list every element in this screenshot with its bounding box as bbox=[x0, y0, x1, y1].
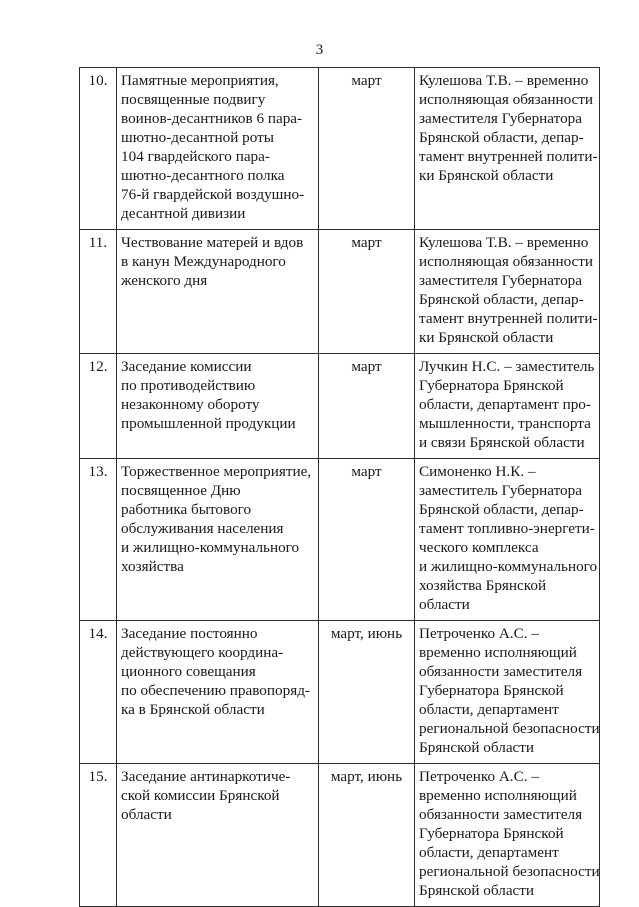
responsible bbox=[415, 230, 600, 354]
event-date: март bbox=[319, 68, 415, 230]
event-line: шютно-десантной роты bbox=[121, 129, 275, 146]
event-line: воинов-десантников 6 пара- bbox=[121, 110, 303, 127]
event-title bbox=[117, 354, 319, 459]
event-line: промышленной продукции bbox=[121, 415, 296, 432]
responsible-line: и связи Брянской области bbox=[419, 434, 585, 451]
event-date: март bbox=[319, 230, 415, 354]
responsible-line: тамент внутренней полити- bbox=[419, 148, 598, 165]
row-number: 14. bbox=[80, 621, 117, 764]
event-line: действующего координа- bbox=[121, 644, 284, 661]
page-number: 3 bbox=[315, 42, 324, 58]
responsible-line: области, департамент про- bbox=[419, 396, 591, 413]
event-line: Заседание комиссии bbox=[121, 358, 252, 375]
responsible-line: Губернатора Брянской bbox=[419, 377, 564, 394]
responsible bbox=[415, 68, 600, 230]
event-line: Памятные мероприятия, bbox=[121, 72, 279, 89]
event-line: посвященные подвигу bbox=[121, 91, 266, 108]
event-line: 76-й гвардейской воздушно- bbox=[121, 186, 305, 203]
event-title bbox=[117, 459, 319, 621]
event-line: десантной дивизии bbox=[121, 205, 246, 222]
table-row bbox=[80, 459, 600, 621]
responsible-line: Кулешова Т.В. – временно bbox=[419, 72, 589, 89]
responsible-line: обязанности заместителя bbox=[419, 806, 583, 823]
row-number: 12. bbox=[80, 354, 117, 459]
events-table bbox=[79, 67, 600, 907]
event-line: Чествование матерей и вдов bbox=[121, 234, 304, 251]
responsible-line: заместителя Губернатора bbox=[419, 272, 583, 289]
event-line: посвященное Дню bbox=[121, 482, 241, 499]
event-title bbox=[117, 621, 319, 764]
responsible-line: исполняющая обязанности bbox=[419, 91, 594, 108]
event-line: области bbox=[121, 806, 172, 823]
responsible-line: Брянской области, депар- bbox=[419, 501, 584, 518]
responsible-line: Губернатора Брянской bbox=[419, 682, 564, 699]
event-line: 104 гвардейского пара- bbox=[121, 148, 270, 165]
event-line: ской комиссии Брянской bbox=[121, 787, 280, 804]
event-date: март bbox=[319, 459, 415, 621]
responsible-line: Брянской области bbox=[419, 882, 535, 899]
responsible bbox=[415, 621, 600, 764]
event-line: работника бытового bbox=[121, 501, 252, 518]
row-number: 11. bbox=[80, 230, 117, 354]
responsible-line: Брянской области bbox=[419, 739, 535, 756]
table-row bbox=[80, 764, 600, 907]
event-line: по обеспечению правопоряд- bbox=[121, 682, 310, 699]
event-line: обслуживания населения bbox=[121, 520, 284, 537]
event-line: Торжественное мероприятие, bbox=[121, 463, 312, 480]
responsible-line: Брянской области, депар- bbox=[419, 129, 584, 146]
row-number: 10. bbox=[80, 68, 117, 230]
event-date: март, июнь bbox=[319, 764, 415, 907]
row-number: 13. bbox=[80, 459, 117, 621]
responsible-line: региональной безопасности bbox=[419, 863, 600, 880]
event-line: Заседание антинаркотиче- bbox=[121, 768, 291, 785]
responsible-line: тамент топливно-энергети- bbox=[419, 520, 595, 537]
responsible-line: заместителя Губернатора bbox=[419, 110, 583, 127]
event-line: ка в Брянской области bbox=[121, 701, 265, 718]
event-line: Заседание постоянно bbox=[121, 625, 258, 642]
responsible-line: заместитель Губернатора bbox=[419, 482, 582, 499]
responsible-line: Петроченко А.С. – bbox=[419, 625, 539, 642]
responsible-line: Симоненко Н.К. – bbox=[419, 463, 536, 480]
responsible-line: Лучкин Н.С. – заместитель bbox=[419, 358, 595, 375]
responsible-line: Кулешова Т.В. – временно bbox=[419, 234, 589, 251]
event-date: март bbox=[319, 354, 415, 459]
event-line: шютно-десантного полка bbox=[121, 167, 285, 184]
event-line: хозяйства bbox=[121, 558, 184, 575]
responsible-line: Петроченко А.С. – bbox=[419, 768, 539, 785]
responsible-line: временно исполняющий bbox=[419, 644, 577, 661]
table-row bbox=[80, 68, 600, 230]
event-title bbox=[117, 230, 319, 354]
table-row bbox=[80, 230, 600, 354]
responsible-line: обязанности заместителя bbox=[419, 663, 583, 680]
event-line: и жилищно-коммунального bbox=[121, 539, 300, 556]
table-row bbox=[80, 621, 600, 764]
responsible-line: Губернатора Брянской bbox=[419, 825, 564, 842]
responsible-line: и жилищно-коммунального bbox=[419, 558, 598, 575]
event-line: ционного совещания bbox=[121, 663, 256, 680]
event-title bbox=[117, 68, 319, 230]
responsible-line: хозяйства Брянской bbox=[419, 577, 547, 594]
event-title bbox=[117, 764, 319, 907]
responsible-line: временно исполняющий bbox=[419, 787, 577, 804]
event-line: в канун Международного bbox=[121, 253, 286, 270]
responsible-line: мышленности, транспорта bbox=[419, 415, 591, 432]
event-line: незаконному обороту bbox=[121, 396, 260, 413]
responsible bbox=[415, 354, 600, 459]
responsible-line: ки Брянской области bbox=[419, 329, 554, 346]
table-row bbox=[80, 354, 600, 459]
responsible-line: исполняющая обязанности bbox=[419, 253, 594, 270]
event-line: по противодействию bbox=[121, 377, 256, 394]
responsible-line: тамент внутренней полити- bbox=[419, 310, 598, 327]
responsible-line: Брянской области, депар- bbox=[419, 291, 584, 308]
responsible-line: области, департамент bbox=[419, 701, 559, 718]
responsible-line: ческого комплекса bbox=[419, 539, 539, 556]
responsible bbox=[415, 764, 600, 907]
responsible-line: области bbox=[419, 596, 470, 613]
event-line: женского дня bbox=[121, 272, 208, 289]
responsible-line: ки Брянской области bbox=[419, 167, 554, 184]
responsible-line: области, департамент bbox=[419, 844, 559, 861]
row-number: 15. bbox=[80, 764, 117, 907]
event-date: март, июнь bbox=[319, 621, 415, 764]
events-table-body bbox=[80, 68, 600, 907]
responsible-line: региональной безопасности bbox=[419, 720, 600, 737]
responsible bbox=[415, 459, 600, 621]
